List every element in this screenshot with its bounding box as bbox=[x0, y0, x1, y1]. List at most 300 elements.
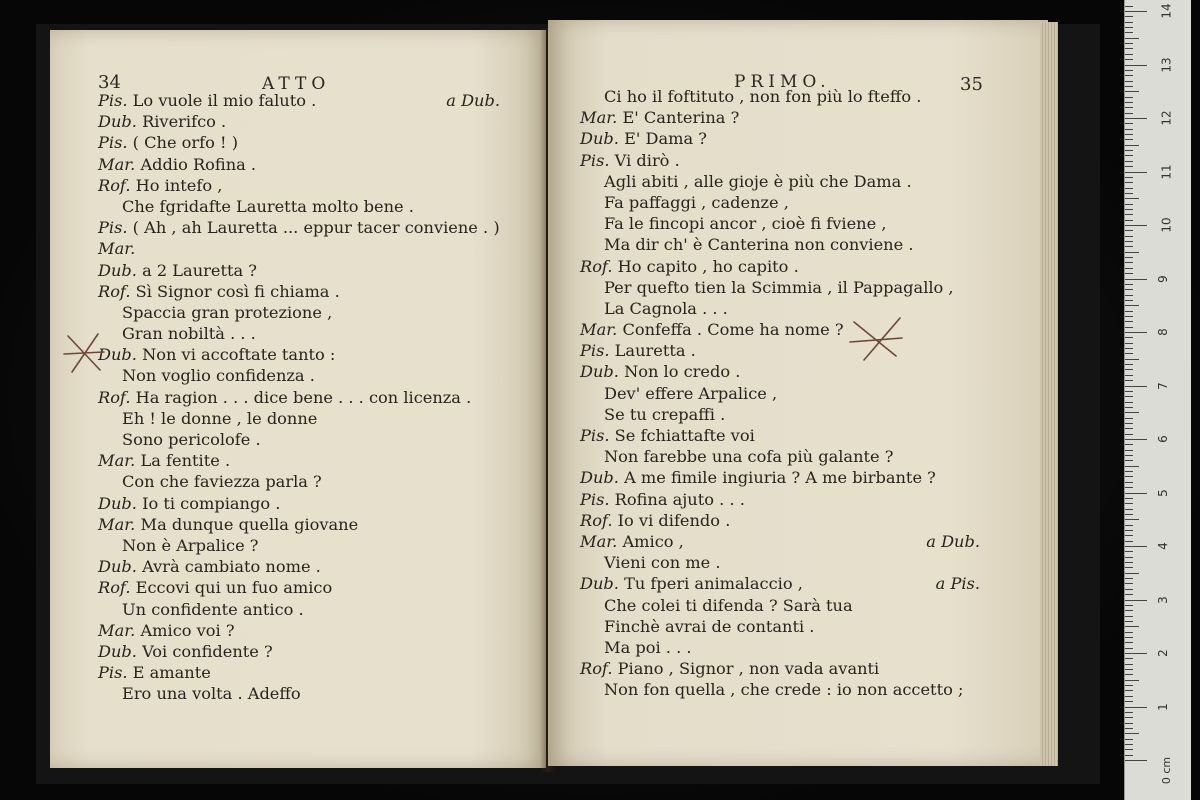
ruler-tick bbox=[1125, 733, 1139, 734]
text-line bbox=[98, 132, 500, 153]
ruler-tick bbox=[1125, 225, 1147, 226]
stage-direction: a Dub. bbox=[926, 531, 980, 551]
text-line bbox=[580, 425, 980, 446]
text-line bbox=[580, 446, 980, 467]
speaker-name: Mar. bbox=[580, 108, 618, 128]
ruler-tick bbox=[1125, 616, 1133, 617]
ruler-tick bbox=[1125, 161, 1133, 162]
ruler-tick bbox=[1125, 594, 1133, 595]
ruler-label: 10 bbox=[1159, 217, 1174, 233]
speaker-name: Rof. bbox=[98, 387, 131, 407]
ruler-tick bbox=[1125, 503, 1133, 504]
ruler-tick bbox=[1125, 113, 1133, 114]
speaker-name: Mar. bbox=[98, 239, 136, 259]
dialogue-text: Ha ragion . . . dice bene . . . con licenza . bbox=[130, 387, 472, 407]
speaker-name: Dub. bbox=[98, 641, 137, 661]
speaker-name: Dub. bbox=[580, 362, 619, 382]
page-header-left: ATTO bbox=[262, 74, 331, 94]
speaker-name: Pis. bbox=[98, 91, 128, 110]
speaker-name: Pis. bbox=[98, 663, 128, 683]
speaker-name: Pis. bbox=[98, 218, 128, 238]
ruler-label: 12 bbox=[1159, 110, 1174, 126]
ruler-tick bbox=[1125, 589, 1133, 590]
left-page-text bbox=[98, 90, 500, 704]
ruler-tick bbox=[1125, 6, 1133, 7]
speaker-name: Pis. bbox=[98, 133, 128, 153]
text-line bbox=[98, 535, 500, 556]
ruler-tick bbox=[1125, 728, 1133, 729]
text-line bbox=[98, 111, 500, 132]
dialogue-text: E' Dama ? bbox=[618, 129, 707, 149]
ruler-label: 6 bbox=[1155, 435, 1170, 443]
text-line bbox=[98, 217, 500, 238]
ruler-tick bbox=[1125, 498, 1133, 499]
text-line bbox=[580, 658, 980, 679]
right-page bbox=[548, 20, 1048, 766]
text-line bbox=[580, 404, 980, 425]
ruler-tick bbox=[1125, 166, 1133, 167]
speaker-name: Mar. bbox=[98, 154, 136, 174]
ruler-tick bbox=[1125, 626, 1139, 627]
ruler-tick bbox=[1125, 177, 1133, 178]
text-line bbox=[580, 213, 980, 234]
ruler-tick bbox=[1125, 353, 1133, 354]
ruler-tick bbox=[1125, 139, 1133, 140]
ruler-tick bbox=[1125, 369, 1133, 370]
ruler-tick bbox=[1125, 418, 1133, 419]
ruler-tick bbox=[1125, 268, 1133, 269]
ruler-tick bbox=[1125, 129, 1133, 130]
ruler-tick bbox=[1125, 428, 1133, 429]
dialogue-text: Se tu crepaffi . bbox=[604, 404, 726, 424]
ruler-tick bbox=[1125, 145, 1139, 146]
ruler-tick bbox=[1125, 348, 1133, 349]
speaker-name: Pis. bbox=[580, 341, 610, 361]
ruler-label: 13 bbox=[1159, 56, 1174, 73]
text-line bbox=[98, 429, 500, 450]
dialogue-text: Fa le fincopi ancor , cioè fi fviene , bbox=[604, 214, 887, 234]
dialogue-text: Ma poi . . . bbox=[604, 637, 692, 657]
ruler-tick bbox=[1125, 476, 1133, 477]
ruler-tick bbox=[1125, 236, 1133, 237]
text-line bbox=[98, 577, 500, 598]
dialogue-text: Gran nobiltà . . . bbox=[122, 324, 256, 344]
ruler-tick bbox=[1125, 172, 1147, 173]
speaker-name: Dub. bbox=[580, 468, 619, 488]
ruler-tick bbox=[1125, 321, 1133, 322]
ruler-tick bbox=[1125, 252, 1139, 253]
ruler-tick bbox=[1125, 749, 1133, 750]
speaker-name: Rof. bbox=[98, 578, 131, 598]
ruler-tick bbox=[1125, 182, 1133, 183]
ruler-tick bbox=[1125, 637, 1133, 638]
text-line bbox=[580, 573, 980, 594]
speaker-name: Pis. bbox=[580, 150, 610, 170]
ruler-tick bbox=[1125, 557, 1133, 558]
ruler-tick bbox=[1125, 546, 1147, 547]
text-line bbox=[580, 637, 980, 658]
text-line bbox=[98, 641, 500, 662]
dialogue-text: Non voglio confidenza . bbox=[122, 366, 315, 386]
ruler-label: 11 bbox=[1159, 163, 1174, 180]
ruler-tick bbox=[1125, 674, 1133, 675]
ruler-tick bbox=[1125, 701, 1133, 702]
dialogue-text: Amico , bbox=[617, 531, 684, 551]
ruler-tick bbox=[1125, 209, 1133, 210]
speaker-name: Dub. bbox=[580, 574, 619, 594]
ruler-tick bbox=[1125, 755, 1133, 756]
dialogue-text: Eh ! le donne , le donne bbox=[122, 408, 318, 428]
text-line bbox=[98, 493, 500, 514]
dialogue-text: Non fon quella , che crede : io non accetto ; bbox=[604, 680, 964, 700]
ruler-tick bbox=[1125, 444, 1133, 445]
text-line bbox=[580, 256, 980, 277]
text-line bbox=[98, 90, 500, 111]
dialogue-text: a 2 Lauretta ? bbox=[136, 260, 257, 280]
dialogue-text: Per quefto tien la Scimmia , il Pappagallo , bbox=[604, 277, 954, 297]
dialogue-text: A me fimile ingiuria ? A me birbante ? bbox=[618, 468, 936, 488]
ruler-label: 4 bbox=[1155, 542, 1170, 550]
dialogue-text: Vi dirò . bbox=[609, 150, 680, 170]
dialogue-text: Non è Arpalice ? bbox=[122, 535, 259, 555]
ruler-tick bbox=[1125, 744, 1133, 745]
dialogue-text: Eccovi qui un fuo amico bbox=[130, 578, 333, 598]
measuring-ruler bbox=[1124, 0, 1191, 800]
ruler-tick bbox=[1125, 739, 1133, 740]
ruler-tick bbox=[1125, 359, 1139, 360]
ruler-tick bbox=[1125, 460, 1133, 461]
page-edges bbox=[1040, 22, 1058, 766]
dialogue-text: Spaccia gran protezione , bbox=[122, 302, 333, 322]
ruler-label: 5 bbox=[1155, 488, 1170, 497]
text-line bbox=[98, 238, 500, 259]
text-line bbox=[98, 302, 500, 323]
ruler-tick bbox=[1125, 123, 1133, 124]
dialogue-text: Fa paffaggi , cadenze , bbox=[604, 192, 789, 212]
ruler-tick bbox=[1125, 562, 1133, 563]
dialogue-text: La Cagnola . . . bbox=[604, 298, 728, 318]
ruler-label: 1 bbox=[1155, 702, 1170, 711]
ruler-tick bbox=[1125, 535, 1133, 536]
ruler-label: 14 bbox=[1159, 3, 1174, 19]
ruler-tick bbox=[1125, 43, 1133, 44]
ruler-tick bbox=[1125, 54, 1133, 55]
ruler-label: 9 bbox=[1155, 274, 1170, 283]
ruler-label: 2 bbox=[1155, 649, 1170, 657]
ruler-tick bbox=[1125, 658, 1133, 659]
ruler-tick bbox=[1125, 482, 1133, 483]
text-line bbox=[580, 319, 980, 340]
dialogue-text: Confeffa . Come ha nome ? bbox=[617, 320, 844, 340]
ruler-tick bbox=[1125, 134, 1133, 135]
ruler-tick bbox=[1125, 22, 1133, 23]
ruler-tick bbox=[1125, 760, 1147, 761]
dialogue-text: Rofina ajuto . . . bbox=[609, 489, 745, 509]
page-number-right: 35 bbox=[960, 74, 983, 95]
ruler-tick bbox=[1125, 289, 1133, 290]
page-number-left: 34 bbox=[98, 72, 121, 93]
ruler-tick bbox=[1125, 680, 1139, 681]
ruler-tick bbox=[1125, 487, 1133, 488]
ruler-label: 8 bbox=[1155, 328, 1170, 336]
ruler-tick bbox=[1125, 386, 1147, 387]
text-line bbox=[98, 620, 500, 641]
speaker-name: Dub. bbox=[98, 260, 137, 280]
ruler-tick bbox=[1125, 653, 1147, 654]
dialogue-text: Agli abiti , alle gioje è più che Dama . bbox=[604, 171, 912, 191]
page-header-right: PRIMO. bbox=[734, 72, 831, 92]
ruler-tick bbox=[1125, 723, 1133, 724]
text-line bbox=[98, 599, 500, 620]
ruler-tick bbox=[1125, 583, 1133, 584]
ruler-tick bbox=[1125, 230, 1133, 231]
dialogue-text: Un confidente antico . bbox=[122, 599, 304, 619]
ruler-tick bbox=[1125, 530, 1133, 531]
text-line bbox=[580, 679, 980, 700]
dialogue-text: Non farebbe una cofa più galante ? bbox=[604, 447, 894, 467]
ruler-tick bbox=[1125, 32, 1133, 33]
dialogue-text: La fentite . bbox=[135, 451, 231, 471]
dialogue-text: Non lo credo . bbox=[618, 362, 741, 382]
ruler-tick bbox=[1125, 316, 1133, 317]
dialogue-text: Che colei ti difenda ? Sarà tua bbox=[604, 595, 853, 615]
text-line bbox=[580, 234, 980, 255]
ruler-tick bbox=[1125, 11, 1147, 12]
text-line bbox=[98, 281, 500, 302]
dialogue-text: Riverifco . bbox=[136, 112, 227, 132]
text-line bbox=[580, 86, 980, 107]
text-line bbox=[580, 510, 980, 531]
text-line bbox=[580, 150, 980, 171]
ruler-tick bbox=[1125, 717, 1133, 718]
text-line bbox=[580, 531, 980, 552]
text-line bbox=[580, 340, 980, 361]
ruler-tick bbox=[1125, 284, 1133, 285]
ruler-tick bbox=[1125, 214, 1133, 215]
ruler-tick bbox=[1125, 712, 1133, 713]
speaker-name: Dub. bbox=[98, 557, 137, 577]
speaker-name: Mar. bbox=[98, 514, 136, 534]
dialogue-text: Sì Signor così fi chiama . bbox=[130, 281, 340, 301]
dialogue-text: Se fchiattafte voi bbox=[609, 426, 755, 445]
text-line bbox=[580, 298, 980, 319]
ruler-tick bbox=[1125, 375, 1133, 376]
dialogue-text: Ma dunque quella giovane bbox=[135, 514, 359, 534]
ruler-tick bbox=[1125, 412, 1139, 413]
ruler-tick bbox=[1125, 295, 1133, 296]
ruler-tick bbox=[1125, 155, 1133, 156]
speaker-name: Pis. bbox=[580, 426, 610, 445]
ruler-tick bbox=[1125, 669, 1133, 670]
ruler-tick bbox=[1125, 86, 1133, 87]
text-line bbox=[98, 260, 500, 281]
dialogue-text: Ho intefo , bbox=[130, 175, 223, 195]
text-line bbox=[98, 450, 500, 471]
speaker-name: Rof. bbox=[580, 510, 613, 530]
ruler-tick bbox=[1125, 396, 1133, 397]
ruler-tick bbox=[1125, 241, 1133, 242]
ruler-tick bbox=[1125, 198, 1139, 199]
speaker-name: Rof. bbox=[580, 256, 613, 276]
ruler-tick bbox=[1125, 541, 1133, 542]
ruler-tick bbox=[1125, 204, 1133, 205]
dialogue-text: E amante bbox=[127, 663, 211, 683]
text-line bbox=[580, 467, 980, 488]
ruler-tick bbox=[1125, 102, 1133, 103]
text-line bbox=[580, 192, 980, 213]
ruler-tick bbox=[1125, 257, 1133, 258]
dialogue-text: Io ti compiango . bbox=[136, 493, 281, 513]
dialogue-text: Addio Rofina . bbox=[135, 154, 257, 174]
ruler-tick bbox=[1125, 279, 1147, 280]
ruler-tick bbox=[1125, 578, 1133, 579]
ruler-tick bbox=[1125, 519, 1139, 520]
ruler-tick bbox=[1125, 70, 1133, 71]
dialogue-text: Tu fperi animalaccio , bbox=[618, 574, 803, 594]
ruler-tick bbox=[1125, 327, 1133, 328]
text-line bbox=[580, 107, 980, 128]
ruler-tick bbox=[1125, 262, 1133, 263]
dialogue-text: Finchè avrai de contanti . bbox=[604, 616, 815, 636]
dialogue-text: Voi confidente ? bbox=[136, 641, 273, 661]
ruler-label: 3 bbox=[1155, 595, 1170, 604]
ruler-tick bbox=[1125, 300, 1133, 301]
ruler-tick bbox=[1125, 434, 1133, 435]
speaker-name: Mar. bbox=[580, 320, 618, 340]
dialogue-text: Ero una volta . Adeffo bbox=[122, 684, 301, 704]
speaker-name: Rof. bbox=[98, 175, 131, 195]
ruler-tick bbox=[1125, 525, 1133, 526]
ruler-tick bbox=[1125, 380, 1133, 381]
ruler-tick bbox=[1125, 65, 1147, 66]
ruler-tick bbox=[1125, 97, 1133, 98]
dialogue-text: Ma dir ch' è Canterina non conviene . bbox=[604, 235, 914, 255]
ruler-tick bbox=[1125, 91, 1139, 92]
ruler-tick bbox=[1125, 402, 1133, 403]
dialogue-text: Lauretta . bbox=[609, 341, 696, 361]
dialogue-text: Vieni con me . bbox=[604, 553, 721, 573]
ruler-tick bbox=[1125, 81, 1133, 82]
ruler-tick bbox=[1125, 493, 1147, 494]
ruler-tick bbox=[1125, 193, 1133, 194]
speaker-name: Rof. bbox=[580, 659, 613, 679]
ruler-tick bbox=[1125, 59, 1133, 60]
text-line bbox=[580, 361, 980, 382]
text-line bbox=[580, 595, 980, 616]
ruler-tick bbox=[1125, 343, 1133, 344]
pencil-cross-mark-right bbox=[846, 312, 906, 364]
ruler-tick bbox=[1125, 664, 1133, 665]
ruler-tick bbox=[1125, 38, 1139, 39]
text-line bbox=[580, 552, 980, 573]
dialogue-text: Dev' effere Arpalice , bbox=[604, 383, 778, 403]
ruler-tick bbox=[1125, 305, 1139, 306]
text-line bbox=[98, 365, 500, 386]
right-page-text bbox=[580, 86, 980, 700]
text-line bbox=[98, 662, 500, 683]
ruler-tick bbox=[1125, 690, 1133, 691]
speaker-name: Mar. bbox=[580, 531, 618, 551]
dialogue-text: ( Ah , ah Lauretta ... eppur tacer conviene . ) bbox=[127, 218, 500, 238]
text-line bbox=[98, 154, 500, 175]
ruler-tick bbox=[1125, 439, 1147, 440]
ruler-tick bbox=[1125, 220, 1133, 221]
text-line bbox=[98, 175, 500, 196]
ruler-tick bbox=[1125, 311, 1133, 312]
ruler-tick bbox=[1125, 621, 1133, 622]
text-line bbox=[98, 683, 500, 704]
speaker-name: Dub. bbox=[580, 129, 619, 149]
text-line bbox=[580, 616, 980, 637]
speaker-name: Mar. bbox=[98, 620, 136, 640]
speaker-name: Dub. bbox=[98, 493, 137, 513]
ruler-tick bbox=[1125, 423, 1133, 424]
ruler-tick bbox=[1125, 391, 1133, 392]
ruler-tick bbox=[1125, 188, 1133, 189]
text-line bbox=[98, 387, 500, 408]
left-page bbox=[50, 30, 546, 768]
dialogue-text: Che fgridafte Lauretta molto bene . bbox=[122, 196, 414, 216]
ruler-tick bbox=[1125, 610, 1133, 611]
ruler-tick bbox=[1125, 551, 1133, 552]
dialogue-text: Sono pericolofe . bbox=[122, 430, 261, 449]
ruler-label: 7 bbox=[1155, 381, 1170, 390]
dialogue-text: Amico voi ? bbox=[135, 620, 235, 640]
text-line bbox=[580, 277, 980, 298]
ruler-tick bbox=[1125, 364, 1133, 365]
pencil-cross-mark-left bbox=[62, 330, 106, 376]
text-line bbox=[98, 556, 500, 577]
speaker-name: Dub. bbox=[98, 345, 137, 365]
ruler-tick bbox=[1125, 685, 1133, 686]
speaker-name: Rof. bbox=[98, 281, 131, 301]
ruler-tick bbox=[1125, 107, 1133, 108]
ruler-tick bbox=[1125, 466, 1139, 467]
speaker-name: Dub. bbox=[98, 112, 137, 132]
ruler-tick bbox=[1125, 648, 1133, 649]
ruler-tick bbox=[1125, 567, 1133, 568]
stage-direction: a Pis. bbox=[935, 574, 980, 594]
dialogue-text: Ho capito , ho capito . bbox=[612, 256, 799, 276]
dialogue-text: Con che faviezza parla ? bbox=[122, 472, 322, 492]
ruler-tick bbox=[1125, 632, 1133, 633]
ruler-tick bbox=[1125, 450, 1133, 451]
ruler-tick bbox=[1125, 16, 1133, 17]
ruler-tick bbox=[1125, 642, 1133, 643]
dialogue-text: Avrà cambiato nome . bbox=[136, 557, 321, 577]
ruler-tick bbox=[1125, 273, 1133, 274]
ruler-tick bbox=[1125, 332, 1147, 333]
dialogue-text: Lo vuole il mio faluto . bbox=[127, 91, 317, 110]
text-line bbox=[98, 471, 500, 492]
ruler-tick bbox=[1125, 455, 1133, 456]
dialogue-text: Non vi accoftate tanto : bbox=[136, 345, 336, 365]
text-line bbox=[98, 344, 500, 365]
text-line bbox=[580, 128, 980, 149]
dialogue-text: E' Canterina ? bbox=[617, 108, 740, 128]
ruler-tick bbox=[1125, 471, 1133, 472]
ruler-tick bbox=[1125, 407, 1133, 408]
ruler-tick bbox=[1125, 337, 1133, 338]
ruler-tick bbox=[1125, 75, 1133, 76]
speaker-name: Mar. bbox=[98, 451, 136, 471]
text-line bbox=[98, 408, 500, 429]
dialogue-text: Piano , Signor , non vada avanti bbox=[612, 659, 880, 679]
ruler-unit-label: 0 cm bbox=[1160, 756, 1174, 785]
ruler-tick bbox=[1125, 150, 1133, 151]
ruler-tick bbox=[1125, 246, 1133, 247]
ruler-tick bbox=[1125, 509, 1133, 510]
